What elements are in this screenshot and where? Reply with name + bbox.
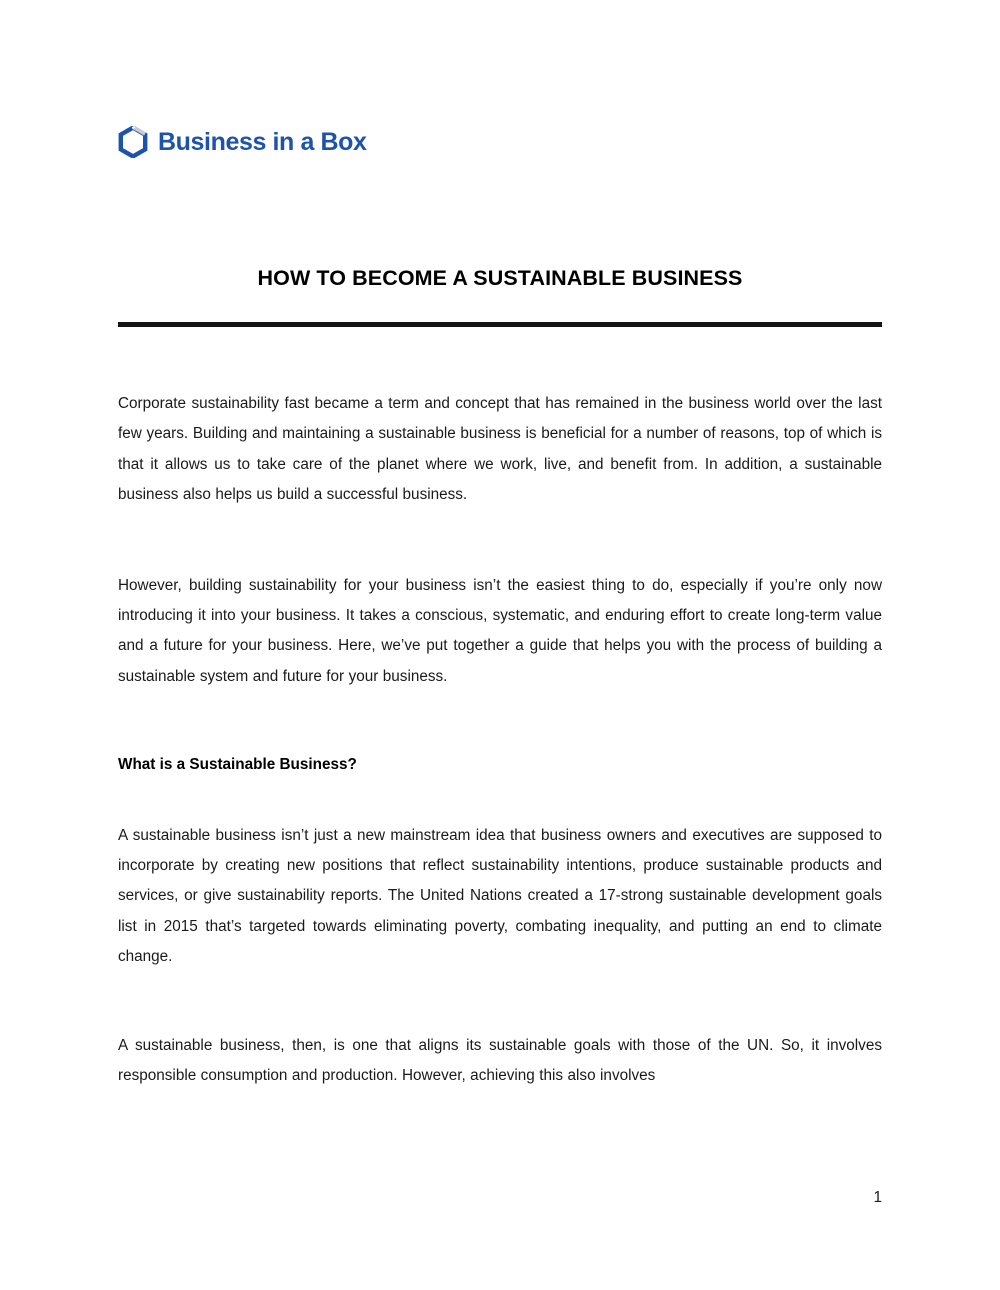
paragraph-intro-2: However, building sustainability for your business isn’t the easiest thing to do, especially if you’re only now introducing it into your business. It takes a conscious, systematic, and enduring effort to create long-term value and a future for your business. Here, we’ve put together a guide that helps you with the process of building a sustainable system and future for your business. <box>118 576 882 685</box>
document-body <box>118 389 882 1092</box>
paragraph-body-2: A sustainable business, then, is one that aligns its sustainable goals with those of the UN. So, it involves responsible consumption and production. However, achieving this also involves <box>118 1036 882 1085</box>
section-heading-sustainable-business: What is a Sustainable Business? <box>118 756 357 774</box>
paragraph-spacer <box>118 781 882 821</box>
brand-name: Business in a Box <box>158 127 367 156</box>
paragraph-intro-1: Corporate sustainability fast became a term and concept that has remained in the business world over the last few years. Building and maintaining a sustainable business is beneficial for a number of reasons, top of which is that it allows us to take care of the planet where we work, live, and benefit from. In addition, a sustainable business also helps us build a successful business. <box>118 395 882 504</box>
paragraph-body-1: A sustainable business isn’t just a new mainstream idea that business owners and executives are supposed to incorporate by creating new positions that reflect sustainability intentions, produce sustainable products and services, or give sustainability reports. The United Nations created a 17-strong sustainable development goals list in 2015 that’s targeted towards eliminating poverty, combating inequality, and putting an end to climate change. <box>118 826 882 966</box>
page-number: 1 <box>873 1189 882 1206</box>
hexagon-outline-icon <box>118 126 148 158</box>
paragraph-spacer <box>118 692 882 750</box>
paragraph-spacer <box>118 973 882 1031</box>
paragraph-spacer <box>118 511 882 571</box>
page-title: HOW TO BECOME A SUSTAINABLE BUSINESS <box>257 266 743 290</box>
brand-logo[interactable] <box>118 126 367 158</box>
title-divider <box>118 322 882 327</box>
